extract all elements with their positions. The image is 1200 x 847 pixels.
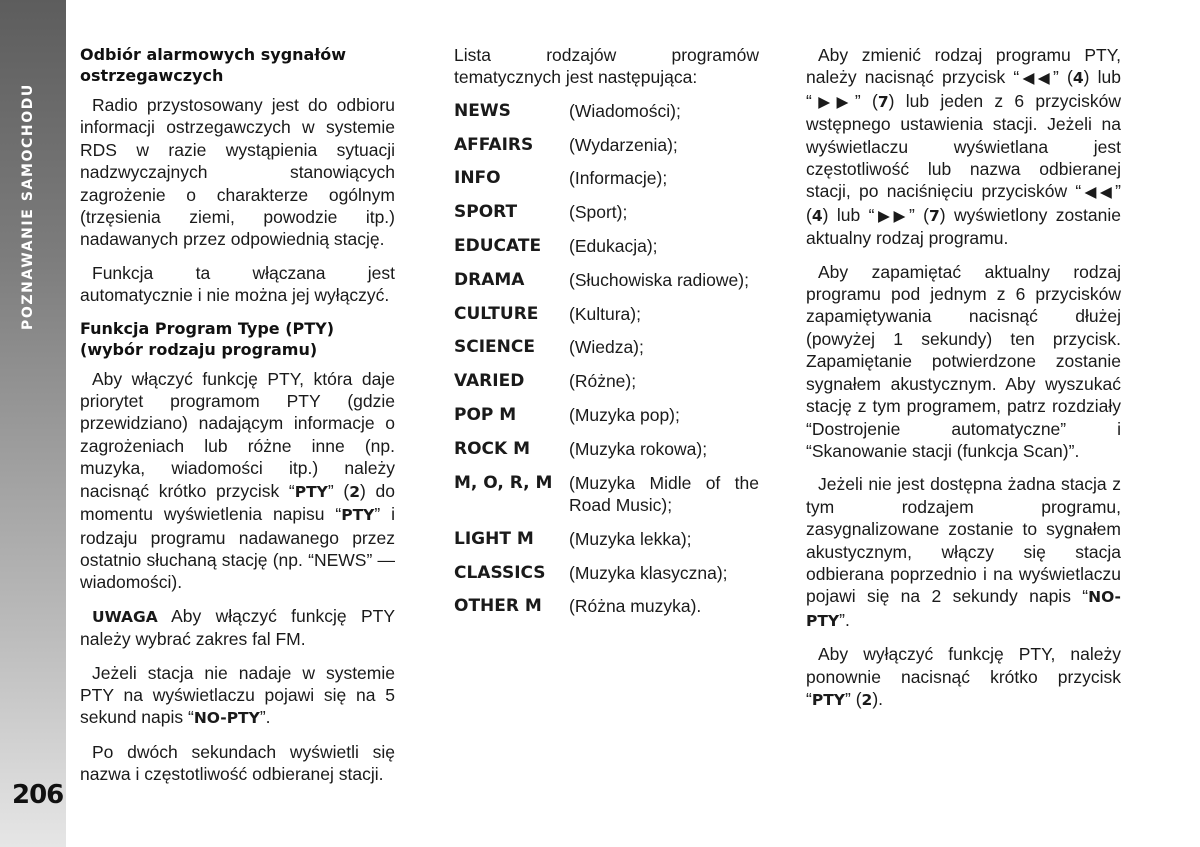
column-2 xyxy=(454,44,759,629)
pty-item: DRAMA (Słuchowiska radiowe); xyxy=(454,269,749,290)
forward-icon: ▶▶ xyxy=(811,92,855,111)
pty-item: VARIED (Różne); xyxy=(454,371,637,392)
paragraph-no-pty: Jeżeli stacja nie nadaje w systemie PTY na wyświetlaczu pojawi się na 5 sekund napis “NO-PTY”. xyxy=(80,662,395,728)
paragraph-after: Po dwóch sekundach wyświetli się nazwa i częstotliwość odbieranej stacji. xyxy=(80,741,395,785)
paragraph-pty-activate: Aby włączyć funkcję PTY, która daje priorytet programom PTY (gdzie przewidziano) nadającym informacje o zagrożeniach lub różne inne (np. muzyka, wiadomości itp.) należy nacisnąć krótko przycisk “PTY” (2) do momentu wyświetlenia napisu “PTY” i rodzaju programu nadawanego przez ostatnio słuchaną stację (np. “NEWS” — wiadomości). xyxy=(80,368,396,593)
section-title: POZNAWANIE SAMOCHODU xyxy=(20,83,36,330)
pty-item: CULTURE (Kultura); xyxy=(454,303,641,324)
warning-label: UWAGA xyxy=(92,607,158,626)
pty-item: LIGHT M (Muzyka lekka); xyxy=(454,528,692,549)
heading-alarm: Odbiór alarmowych sygnałów ostrzegawczych xyxy=(80,45,347,85)
paragraph-warning: UWAGA Aby włączyć funkcję PTY należy wybrać zakres fal FM. xyxy=(80,605,395,650)
column-1 xyxy=(80,44,395,797)
column-3 xyxy=(806,44,1121,722)
paragraph-memorize: Aby zapamiętać aktualny rodzaj programu pod jednym z 6 przycisków zapamiętywania nacisnąć dłużej (powyżej 1 sekundy) ten przycisk. Zapamiętanie potwierdzone zostanie sygnałem akustycznym. Aby wyszukać stację z tym programem, patrz rozdziały “Dostrojenie automatyczne” i “Skanowanie stacji (funkcja Scan)”. xyxy=(806,261,1121,461)
pty-item: ROCK M (Muzyka rokowa); xyxy=(454,438,708,459)
pty-item: M, O, R, M (Muzyka Midle of the Road Music); xyxy=(454,472,759,515)
paragraph-auto: Funkcja ta włączana jest automatycznie i nie można jej wyłączyć. xyxy=(80,262,395,306)
pty-item: OTHER M (Różna muzyka). xyxy=(454,596,702,617)
paragraph-disable: Aby wyłączyć funkcję PTY, należy ponownie nacisnąć krótko przycisk “PTY” (2). xyxy=(806,644,1121,709)
paragraph-change-pty: Aby zmienić rodzaj programu PTY, należy nacisnąć przycisk “◀◀” (4) lub “▶▶” (7) lub jeden z 6 przycisków wstępnego ustawienia stacji. Jeżeli na wyświetlaczu wyświetlana jest częstotliwość lub nazwa odbieranej stacji, po naciśnięciu przycisków “◀◀” (4) lub “▶▶” (7) wyświetlony zostanie aktualny rodzaj programu. xyxy=(806,45,1121,249)
pty-item: SCIENCE (Wiedza); xyxy=(454,337,644,358)
paragraph-alarm: Radio przystosowany jest do odbioru informacji ostrzegawczych w systemie RDS w razie wystąpienia sytuacji nadzwyczajnych stanowiących zagrożenie o charakterze ogólnym (trzęsienia ziemi, powodzie itp.) nadawanych przez odpowiednią stację. xyxy=(80,95,395,250)
pty-item: EDUCATE (Edukacja); xyxy=(454,236,658,256)
pty-item: POP M (Muzyka pop); xyxy=(454,404,680,425)
paragraph-unavailable: Jeżeli nie jest dostępna żadna stacja z tym rodzajem programu, zasygnalizowane zostanie to sygnałem akustycznym, włączy się stacja odbierana poprzednio i na wyświetlaczu pojawi się na 2 sekundy napis “NO-PTY”. xyxy=(806,474,1121,630)
heading-pty: Funkcja Program Type (PTY) (wybór rodzaju programu) xyxy=(80,318,335,359)
pty-item: CLASSICS (Muzyka klasyczna); xyxy=(454,562,728,583)
page-number: 206 xyxy=(12,780,64,810)
pty-item: SPORT (Sport); xyxy=(454,202,628,223)
rewind-icon: ◀◀ xyxy=(1081,183,1116,202)
rewind-icon: ◀◀ xyxy=(1019,69,1053,88)
sidebar-band xyxy=(0,0,66,847)
pty-list-intro: Lista rodzajów programów tematycznych jest następująca: xyxy=(454,45,759,88)
pty-item: INFO (Informacje); xyxy=(454,168,668,189)
pty-list xyxy=(454,100,759,618)
pty-item: AFFAIRS (Wydarzenia); xyxy=(454,134,678,155)
forward-icon: ▶▶ xyxy=(874,206,909,225)
pty-item: NEWS (Wiadomości); xyxy=(454,100,681,121)
